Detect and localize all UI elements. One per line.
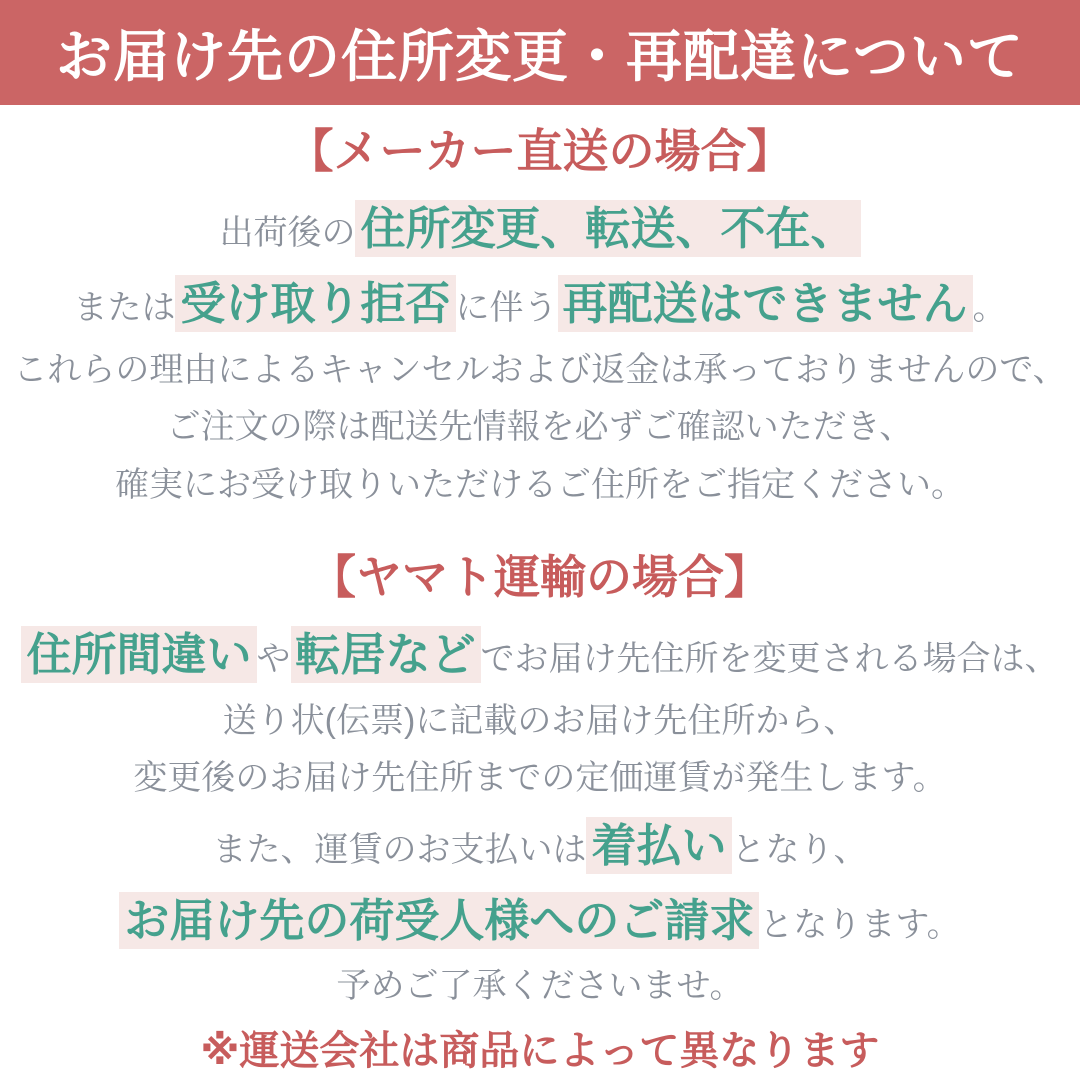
text-segment: となり、	[731, 830, 868, 869]
text-segment: また、運賃のお支払いは	[212, 830, 587, 869]
text-line: 予めご了承くださいませ。	[336, 967, 744, 1006]
text-segment: または	[73, 289, 176, 328]
text-line: 確実にお受け取りいただけるご住所をご指定ください。	[115, 465, 965, 504]
text-line	[0, 271, 1080, 336]
text-line: ご注文の際は配送先情報を必ずご確認いただき、	[166, 408, 914, 447]
highlighted-segment: 着払い	[586, 817, 731, 874]
section-heading-maker-direct: 【メーカー直送の場合】	[287, 125, 793, 177]
carrier-note-line: ※運送会社は商品によって異なります	[200, 1028, 880, 1073]
highlighted-segment: 住所変更、転送、不在、	[355, 200, 860, 257]
header-banner	[0, 0, 1080, 105]
notice-content	[0, 105, 1080, 1077]
text-line: 変更後のお届け先住所までの定価運賃が発生します。	[133, 759, 947, 798]
text-line	[0, 622, 1080, 687]
text-line: 送り状(伝票)に記載のお届け先住所から、	[222, 701, 858, 740]
text-line	[0, 888, 1080, 953]
section-heading-yamato: 【ヤマト運輸の場合】	[310, 551, 770, 604]
text-segment: 。	[972, 289, 1007, 328]
text-line: これらの理由によるキャンセルおよび返金は承っておりませんので、	[13, 350, 1067, 389]
highlighted-segment: 転居など	[291, 626, 481, 683]
highlighted-segment: お届け先の荷受人様へのご請求	[119, 892, 759, 949]
text-segment: や	[256, 640, 291, 679]
text-segment: 出荷後の	[219, 214, 356, 252]
highlighted-segment: 再配送はできません	[558, 275, 973, 332]
text-line	[0, 813, 1080, 878]
text-segment: でお届け先住所を変更される場合は、	[480, 640, 1059, 679]
text-segment: となります。	[759, 905, 961, 944]
text-line	[0, 196, 1080, 261]
highlighted-segment: 住所間違い	[21, 626, 256, 683]
text-segment: に伴う	[455, 289, 558, 328]
page-title: お届け先の住所変更・再配達について	[56, 24, 1024, 88]
highlighted-segment: 受け取り拒否	[175, 275, 455, 332]
